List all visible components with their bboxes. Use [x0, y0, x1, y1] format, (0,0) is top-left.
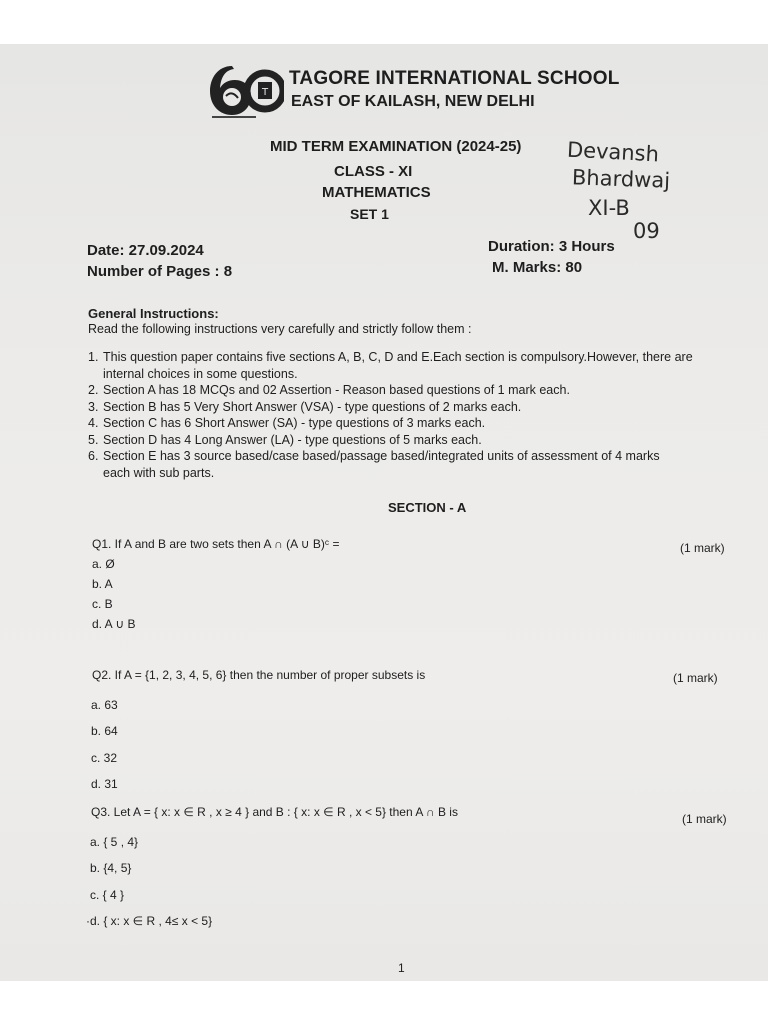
question-3-marks: (1 mark)	[682, 812, 727, 826]
instruction-number: 1.	[88, 350, 99, 364]
instruction-text: Section E has 3 source based/case based/passage based/integrated units of assessment of 4 marks	[103, 449, 660, 463]
question-1-option-a: a. Ø	[92, 557, 115, 571]
question-3-option-d: ·d. { x: x ∈ R , 4≤ x < 5}	[86, 914, 213, 928]
instruction-item	[88, 382, 738, 399]
school-name: TAGORE INTERNATIONAL SCHOOL	[289, 68, 620, 89]
instruction-text: Section D has 4 Long Answer (LA) - type questions of 5 marks each.	[103, 432, 482, 447]
question-1-text: Q1. If A and B are two sets then A ∩ (A ∪ B)ᶜ =	[92, 537, 340, 551]
question-3-option-c: c. { 4 }	[90, 888, 125, 902]
instruction-item	[88, 399, 738, 416]
handwritten-name-first: Devansh	[566, 137, 660, 167]
question-2-text: Q2. If A = {1, 2, 3, 4, 5, 6} then the number of proper subsets is	[92, 668, 426, 682]
question-2-option-c: c. 32	[91, 751, 118, 765]
question-1-marks: (1 mark)	[680, 541, 725, 555]
instruction-number: 2.	[88, 383, 99, 397]
instruction-number: 3.	[88, 399, 99, 414]
school-location: EAST OF KAILASH, NEW DELHI	[291, 93, 535, 110]
question-3-text: Q3. Let A = { x: x ∈ R , x ≥ 4 } and B : { x: x ∈ R , x < 5} then A ∩ B is	[91, 805, 458, 819]
exam-duration: Duration: 3 Hours	[488, 238, 615, 255]
exam-class: CLASS - XI	[334, 163, 413, 180]
question-2-option-d: d. 31	[91, 777, 118, 791]
page-number: 1	[398, 961, 405, 975]
exam-title: MID TERM EXAMINATION (2024-25)	[270, 138, 522, 155]
question-1-option-c: c. B	[92, 597, 113, 611]
max-marks: M. Marks: 80	[492, 259, 583, 276]
instruction-number: 6.	[88, 449, 99, 463]
handwritten-class-section: XI-B	[588, 196, 630, 220]
instruction-item	[88, 448, 738, 481]
question-2-option-b: b. 64	[91, 724, 118, 738]
instructions-heading: General Instructions:	[88, 306, 219, 321]
instructions-list	[88, 349, 738, 481]
instruction-text: Section B has 5 Very Short Answer (VSA) - type questions of 2 marks each.	[103, 399, 522, 414]
exam-subject: MATHEMATICS	[322, 184, 431, 201]
question-2-option-a: a. 63	[91, 698, 118, 712]
instructions-intro: Read the following instructions very carefully and strictly follow them :	[88, 322, 472, 336]
instruction-item	[88, 432, 738, 449]
instruction-number: 4.	[88, 416, 99, 430]
instruction-text: Section A has 18 MCQs and 02 Assertion - Reason based questions of 1 mark each.	[103, 383, 570, 397]
diamond-jubilee-60-logo-icon	[204, 60, 284, 120]
question-1-option-d: d. A ∪ B	[92, 617, 136, 631]
page-count: Number of Pages : 8	[87, 263, 233, 280]
exam-set: SET 1	[350, 206, 389, 222]
instruction-continuation: internal choices in some questions.	[103, 366, 298, 381]
handwritten-roll-number: 09	[633, 219, 660, 243]
instruction-text: Section C has 6 Short Answer (SA) - type questions of 3 marks each.	[103, 416, 486, 430]
question-1-option-b: b. A	[92, 577, 113, 591]
question-2-marks: (1 mark)	[673, 671, 718, 685]
section-title: SECTION - A	[388, 500, 467, 515]
instruction-item	[88, 349, 738, 382]
question-3-option-a: a. { 5 , 4}	[90, 835, 139, 849]
instruction-number: 5.	[88, 432, 99, 447]
question-3-option-b: b. {4, 5}	[90, 861, 132, 875]
exam-date: Date: 27.09.2024	[87, 242, 204, 259]
instruction-item	[88, 415, 738, 432]
instruction-continuation: each with sub parts.	[103, 465, 215, 480]
instruction-text: This question paper contains five sections A, B, C, D and E.Each section is compulsory.However, there are	[103, 350, 693, 364]
handwritten-name-last: Bhardwaj	[571, 165, 671, 193]
svg-text:T: T	[261, 87, 269, 98]
